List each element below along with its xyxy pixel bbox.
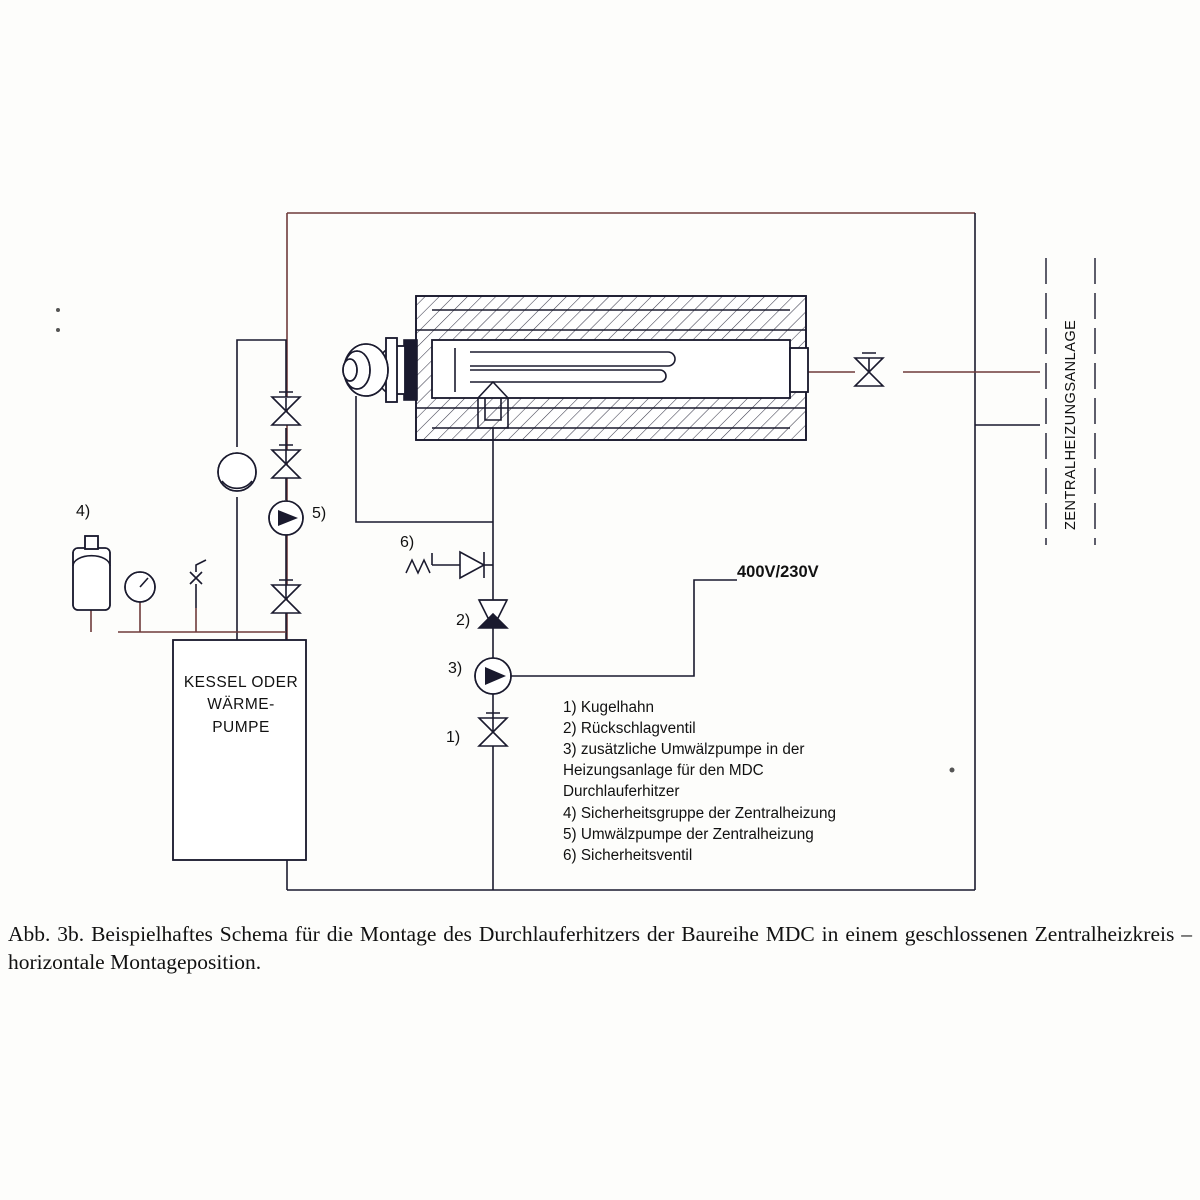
legend-item: 4) Sicherheitsgruppe der Zentralheizung: [563, 804, 836, 822]
legend-item: 6) Sicherheitsventil: [563, 846, 693, 864]
ball-valve-middle-left: [272, 445, 300, 478]
flow-indicator: [218, 453, 256, 491]
ball-valve-1: [479, 713, 507, 746]
ball-valve-upper-left: [272, 392, 300, 425]
central-heating-label: ZENTRALHEIZUNGSANLAGE: [1063, 319, 1079, 530]
callout-2: 2): [456, 612, 471, 629]
ball-valve-lower-left: [272, 580, 300, 613]
ball-valve-heating-flow: [855, 353, 883, 386]
additional-circulation-pump-3: [475, 658, 511, 694]
legend-item: 5) Umwälzpumpe der Zentralheizung: [563, 825, 814, 843]
boiler-label: KESSEL ODER WÄRME- PUMPE: [183, 674, 299, 736]
safety-valve-6: [406, 552, 493, 578]
mdc-flow-heater: [343, 296, 808, 440]
callout-6: 6): [400, 534, 415, 551]
figure-caption: Abb. 3b. Beispielhaftes Schema für die Montage des Durchlauferhitzers der Baureihe MDC in einem geschlossenen Zentralheizkreis – horizontale Montageposition.: [8, 922, 1192, 975]
manometer: [125, 572, 155, 602]
callout-1: 1): [446, 729, 461, 746]
legend-item: Durchlauferhitzer: [563, 783, 680, 801]
pipe-to-central-heating: [806, 372, 1040, 425]
expansion-vessel: [73, 536, 110, 610]
callout-5: 5): [312, 505, 327, 522]
boiler-circuit: [91, 340, 306, 860]
legend-item: 2) Rückschlagventil: [563, 720, 696, 738]
legend: [563, 697, 836, 866]
check-valve-2: [479, 600, 507, 628]
legend-item: Heizungsanlage für den MDC: [563, 762, 764, 780]
safety-valve-small: [190, 560, 206, 608]
voltage-label: 400V/230V: [737, 563, 819, 581]
callout-4: 4): [76, 503, 91, 520]
legend-item: 3) zusätzliche Umwälzpumpe in der: [563, 741, 805, 759]
power-supply-line: [493, 580, 737, 676]
callout-3: 3): [448, 660, 463, 677]
circulation-pump-central-heating: [269, 501, 303, 535]
legend-item: 1) Kugelhahn: [563, 699, 655, 716]
